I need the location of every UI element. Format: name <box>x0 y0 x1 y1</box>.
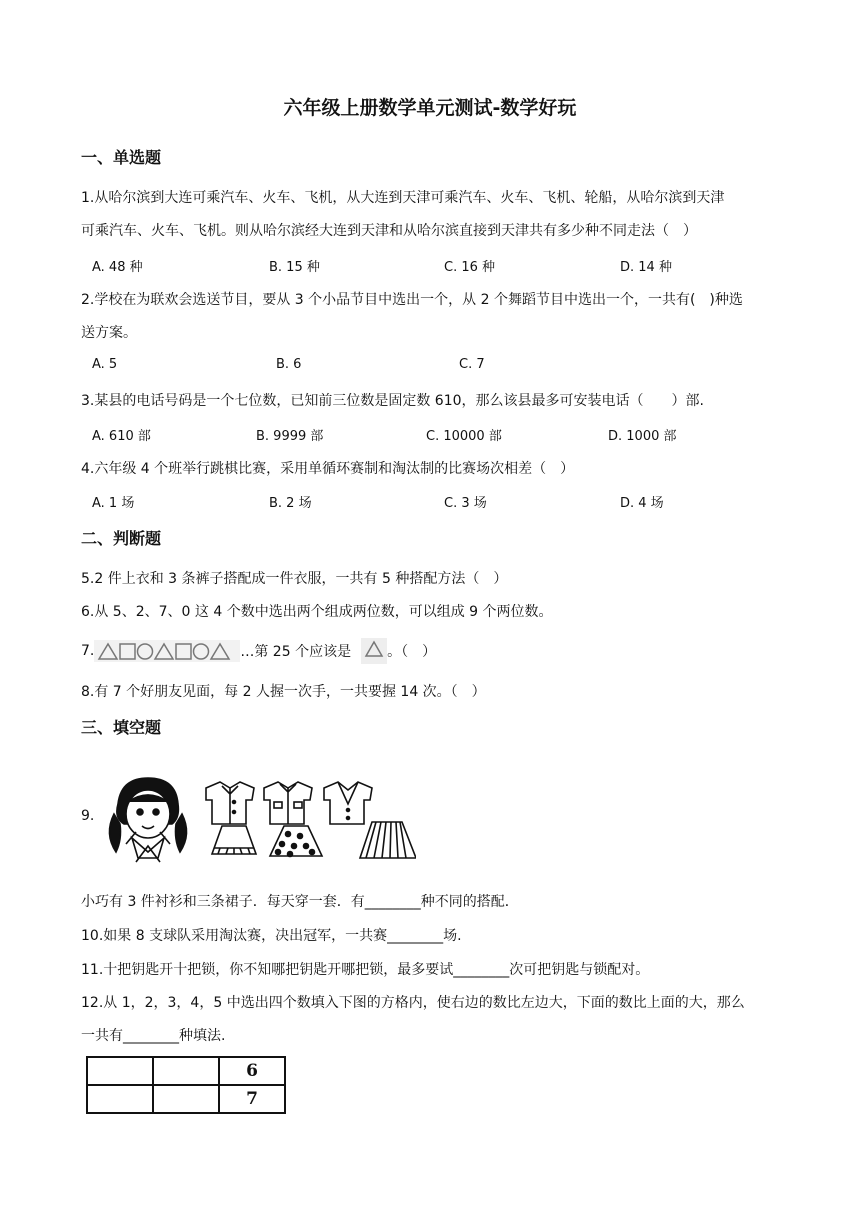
grid-row <box>87 1085 285 1113</box>
q2-option-a[interactable]: A. 5 <box>92 357 118 372</box>
question-1-line-1: 1.从哈尔滨到大连可乘汽车、火车、飞机，从大连到天津可乘汽车、火车、飞机、轮船，从哈尔滨到天津 <box>81 190 725 206</box>
question-9-number: 9. <box>81 808 95 824</box>
q1-option-c[interactable]: C. 16 种 <box>444 260 496 275</box>
q3-option-a[interactable]: A. 610 部 <box>92 429 151 444</box>
q3-option-b[interactable]: B. 9999 部 <box>256 429 324 444</box>
triangle-answer-icon <box>361 638 387 664</box>
question-7-suffix: …第 25 个应该是 <box>240 644 352 660</box>
question-9-text: 小巧有 3 件衬衫和三条裙子．每天穿一套．有________种不同的搭配． <box>81 894 519 910</box>
question-3-line-1: 3.某县的电话号码是一个七位数，已知前三位数是固定数 610，那么该县最多可安装电话（ ）部. <box>81 393 704 409</box>
section-heading-fill-in: 三、填空题 <box>81 718 162 737</box>
q4-option-b[interactable]: B. 2 场 <box>269 496 312 511</box>
shape-sequence-image <box>94 640 240 662</box>
question-10: 10.如果 8 支球队采用淘汰赛，决出冠军，一共赛________场. <box>81 928 462 944</box>
shape-sequence-icon <box>97 641 237 661</box>
q4-option-c[interactable]: C. 3 场 <box>444 496 487 511</box>
question-7-prefix: 7. <box>81 643 95 659</box>
grid-cell: 6 <box>219 1057 285 1085</box>
q1-option-d[interactable]: D. 14 种 <box>620 260 672 275</box>
question-2-line-1: 2.学校在为联欢会选送节目，要从 3 个小品节目中选出一个，从 2 个舞蹈节目中选出一个，一共有( )种选 <box>81 292 743 308</box>
question-7-end: 。（ ） <box>387 644 437 660</box>
question-12-line-1: 12.从 1，2，3，4，5 中选出四个数填入下图的方格内，使右边的数比左边大，下面的数比上面的大，那么 <box>81 995 745 1011</box>
question-12-line-2: 一共有________种填法. <box>81 1028 226 1044</box>
question-4-line-1: 4.六年级 4 个班举行跳棋比赛，采用单循环赛制和淘汰制的比赛场次相差（ ） <box>81 461 575 477</box>
grid-cell: 7 <box>219 1085 285 1113</box>
question-7 <box>81 638 436 664</box>
question-11: 11.十把钥匙开十把锁，你不知哪把钥匙开哪把锁，最多要试________次可把钥匙与锁配对。 <box>81 962 650 978</box>
question-2-line-2: 送方案。 <box>81 325 137 341</box>
grid-cell[interactable] <box>87 1085 153 1113</box>
question-5: 5.2 件上衣和 3 条裤子搭配成一件衣服，一共有 5 种搭配方法（ ） <box>81 571 508 587</box>
q1-option-b[interactable]: B. 15 种 <box>269 260 320 275</box>
grid-row <box>87 1057 285 1085</box>
q3-option-c[interactable]: C. 10000 部 <box>426 429 502 444</box>
q4-option-a[interactable]: A. 1 场 <box>92 496 135 511</box>
page-title: 六年级上册数学单元测试-数学好玩 <box>283 97 577 119</box>
question-1-line-2: 可乘汽车、火车、飞机。则从哈尔滨经大连到天津和从哈尔滨直接到天津共有多少种不同走法（ ） <box>81 223 697 239</box>
q2-option-c[interactable]: C. 7 <box>459 357 485 372</box>
q2-option-b[interactable]: B. 6 <box>276 357 302 372</box>
question-8: 8.有 7 个好朋友见面，每 2 人握一次手，一共要握 14 次。（ ） <box>81 684 486 700</box>
question-6: 6.从 5、2、7、0 这 4 个数中选出两个组成两位数，可以组成 9 个两位数。 <box>81 604 553 620</box>
section-heading-single-choice: 一、单选题 <box>81 148 162 167</box>
grid-cell[interactable] <box>87 1057 153 1085</box>
girl-and-clothes-illustration <box>96 774 416 870</box>
number-grid <box>86 1056 286 1114</box>
grid-cell[interactable] <box>153 1057 219 1085</box>
section-heading-true-false: 二、判断题 <box>81 529 162 548</box>
q4-option-d[interactable]: D. 4 场 <box>620 496 664 511</box>
grid-cell[interactable] <box>153 1085 219 1113</box>
q1-option-a[interactable]: A. 48 种 <box>92 260 143 275</box>
q3-option-d[interactable]: D. 1000 部 <box>608 429 677 444</box>
